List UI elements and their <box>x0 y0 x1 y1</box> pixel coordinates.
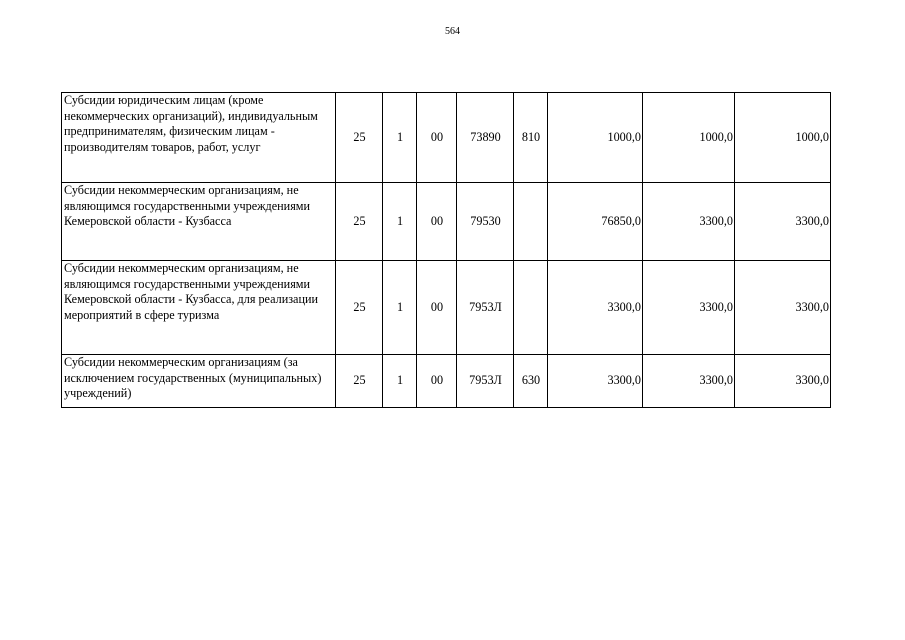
row-amount-3: 1000,0 <box>735 93 831 183</box>
row-code-5: 630 <box>514 355 548 408</box>
row-amount-3: 3300,0 <box>735 261 831 355</box>
page-number: 564 <box>445 26 460 37</box>
row-name: Субсидии некоммерческим организациям, не являющимся государственными учреждениями Кемеровской области - Кузбасса <box>62 183 336 261</box>
row-code-5: 810 <box>514 93 548 183</box>
row-code-1: 25 <box>336 183 383 261</box>
row-amount-2: 3300,0 <box>643 261 735 355</box>
row-code-3: 00 <box>417 183 457 261</box>
row-code-3: 00 <box>417 355 457 408</box>
row-amount-1: 3300,0 <box>548 355 643 408</box>
row-amount-3: 3300,0 <box>735 355 831 408</box>
table-row <box>62 183 831 261</box>
budget-table <box>61 92 831 408</box>
row-code-1: 25 <box>336 261 383 355</box>
table-row <box>62 93 831 183</box>
row-code-4: 79530 <box>457 183 514 261</box>
row-name: Субсидии некоммерческим организациям, не являющимся государственными учреждениями Кемеровской области - Кузбасса, для реализации мероприятий в сфере туризма <box>62 261 336 355</box>
row-code-4: 7953Л <box>457 261 514 355</box>
row-code-3: 00 <box>417 261 457 355</box>
row-code-5 <box>514 183 548 261</box>
row-name: Субсидии некоммерческим организациям (за исключением государственных (муниципальных) учреждений) <box>62 355 336 408</box>
table-row <box>62 355 831 408</box>
row-code-2: 1 <box>383 355 417 408</box>
row-code-1: 25 <box>336 355 383 408</box>
row-code-4: 7953Л <box>457 355 514 408</box>
row-code-3: 00 <box>417 93 457 183</box>
row-amount-2: 1000,0 <box>643 93 735 183</box>
row-amount-2: 3300,0 <box>643 355 735 408</box>
row-code-4: 73890 <box>457 93 514 183</box>
row-code-2: 1 <box>383 183 417 261</box>
row-amount-1: 3300,0 <box>548 261 643 355</box>
row-name: Субсидии юридическим лицам (кроме некоммерческих организаций), индивидуальным предпринимателям, физическим лицам - производителям товаров, работ, услуг <box>62 93 336 183</box>
row-code-2: 1 <box>383 261 417 355</box>
row-amount-1: 1000,0 <box>548 93 643 183</box>
row-code-5 <box>514 261 548 355</box>
row-amount-3: 3300,0 <box>735 183 831 261</box>
row-code-2: 1 <box>383 93 417 183</box>
table-row <box>62 261 831 355</box>
row-code-1: 25 <box>336 93 383 183</box>
row-amount-2: 3300,0 <box>643 183 735 261</box>
row-amount-1: 76850,0 <box>548 183 643 261</box>
